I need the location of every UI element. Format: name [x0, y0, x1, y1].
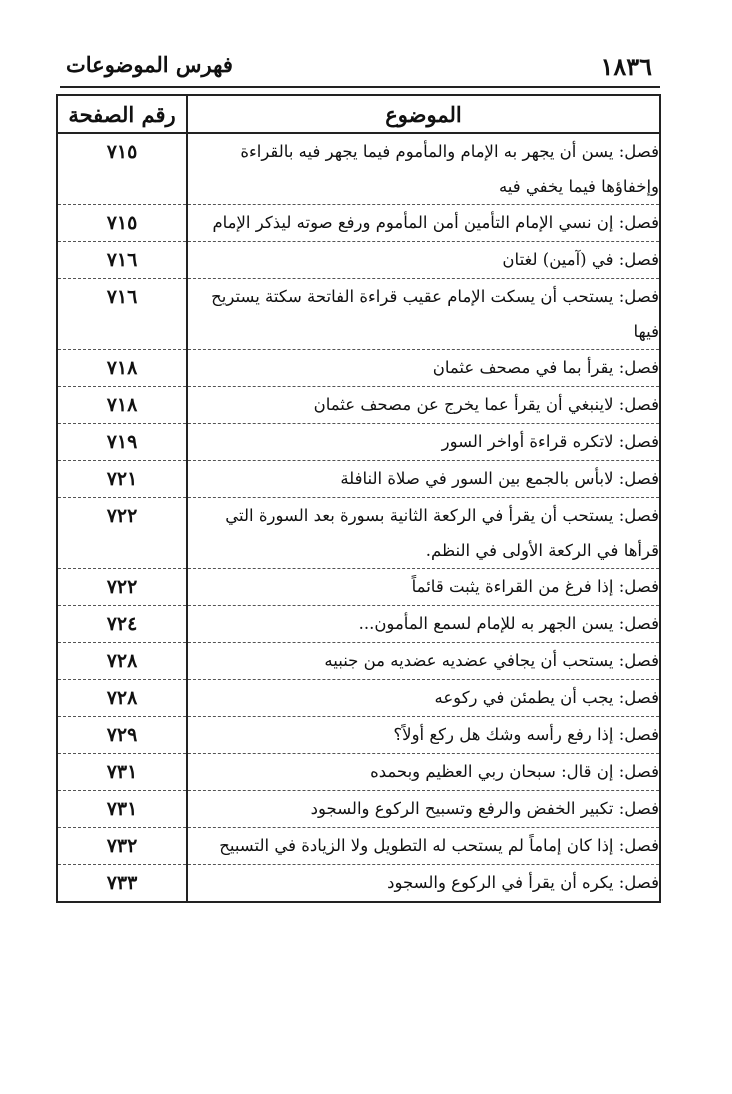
table-row — [57, 717, 660, 754]
page-cell: ٧٢٢ — [57, 569, 187, 606]
topic-cell: فصل: يسن الجهر به للإمام لسمع المأمون... — [187, 606, 660, 643]
column-header-topic: الموضوع — [187, 95, 660, 133]
table-row — [57, 205, 660, 242]
page-cell: ٧٢٨ — [57, 680, 187, 717]
table-row — [57, 680, 660, 717]
page-cell: ٧١٥ — [57, 133, 187, 205]
page-cell: ٧١٥ — [57, 205, 187, 242]
table-row — [57, 754, 660, 791]
table-row — [57, 865, 660, 903]
column-header-page: رقم الصفحة — [57, 95, 187, 133]
page-cell: ٧٣٢ — [57, 828, 187, 865]
table-row — [57, 498, 660, 569]
page-cell: ٧١٦ — [57, 242, 187, 279]
page-number: ١٨٣٦ — [600, 52, 652, 81]
table-row — [57, 569, 660, 606]
page-cell: ٧٣٣ — [57, 865, 187, 903]
page-cell: ٧٣١ — [57, 791, 187, 828]
page-cell: ٧٢٨ — [57, 643, 187, 680]
topic-cell: فصل: يستحب أن يقرأ في الركعة الثانية بسورة بعد السورة التي قرأها في الركعة الأولى في النظم. — [187, 498, 660, 569]
topic-cell: فصل: لاتكره قراءة أواخر السور — [187, 424, 660, 461]
page-cell: ٧١٩ — [57, 424, 187, 461]
topic-cell: فصل: يستحب أن يسكت الإمام عقيب قراءة الفاتحة سكتة يستريح فيها — [187, 279, 660, 350]
topic-cell: فصل: إن نسي الإمام التأمين أمن المأموم ورفع صوته ليذكر الإمام — [187, 205, 660, 242]
table-row — [57, 279, 660, 350]
topic-cell: فصل: لابأس بالجمع بين السور في صلاة النافلة — [187, 461, 660, 498]
table-row — [57, 387, 660, 424]
topic-cell: فصل: إذا فرغ من القراءة يثبت قائماً — [187, 569, 660, 606]
table-header-row — [57, 95, 660, 133]
table-row — [57, 606, 660, 643]
table-row — [57, 791, 660, 828]
topic-cell: فصل: في (آمين) لغتان — [187, 242, 660, 279]
page-cell: ٧١٨ — [57, 350, 187, 387]
topic-cell: فصل: تكبير الخفض والرفع وتسبيح الركوع والسجود — [187, 791, 660, 828]
topic-cell: فصل: إن قال: سبحان ربي العظيم وبحمده — [187, 754, 660, 791]
topic-cell: فصل: يكره أن يقرأ في الركوع والسجود — [187, 865, 660, 903]
page-cell: ٧٢٢ — [57, 498, 187, 569]
topic-cell: فصل: إذا كان إماماً لم يستحب له التطويل ولا الزيادة في التسبيح — [187, 828, 660, 865]
page-cell: ٧٢١ — [57, 461, 187, 498]
page-cell: ٧١٨ — [57, 387, 187, 424]
table-row — [57, 643, 660, 680]
table-row — [57, 242, 660, 279]
topic-cell: فصل: لاينبغي أن يقرأ عما يخرج عن مصحف عثمان — [187, 387, 660, 424]
table-of-contents — [56, 94, 661, 903]
page-cell: ٧٣١ — [57, 754, 187, 791]
table-row — [57, 828, 660, 865]
table-row — [57, 424, 660, 461]
page-cell: ٧٢٩ — [57, 717, 187, 754]
header-rule — [60, 86, 660, 88]
topic-cell: فصل: يقرأ بما في مصحف عثمان — [187, 350, 660, 387]
topic-cell: فصل: إذا رفع رأسه وشك هل ركع أولاً؟ — [187, 717, 660, 754]
table-row — [57, 461, 660, 498]
table-row — [57, 350, 660, 387]
topic-cell: فصل: يجب أن يطمئن في ركوعه — [187, 680, 660, 717]
page-cell: ٧٢٤ — [57, 606, 187, 643]
running-header-title: فهرس الموضوعات — [66, 52, 233, 77]
table-row — [57, 133, 660, 205]
topic-cell: فصل: يستحب أن يجافي عضديه عضديه من جنبيه — [187, 643, 660, 680]
running-header — [60, 50, 660, 84]
page-cell: ٧١٦ — [57, 279, 187, 350]
topic-cell: فصل: يسن أن يجهر به الإمام والمأموم فيما يجهر فيه بالقراءة وإخفاؤها فيما يخفي فيه — [187, 133, 660, 205]
